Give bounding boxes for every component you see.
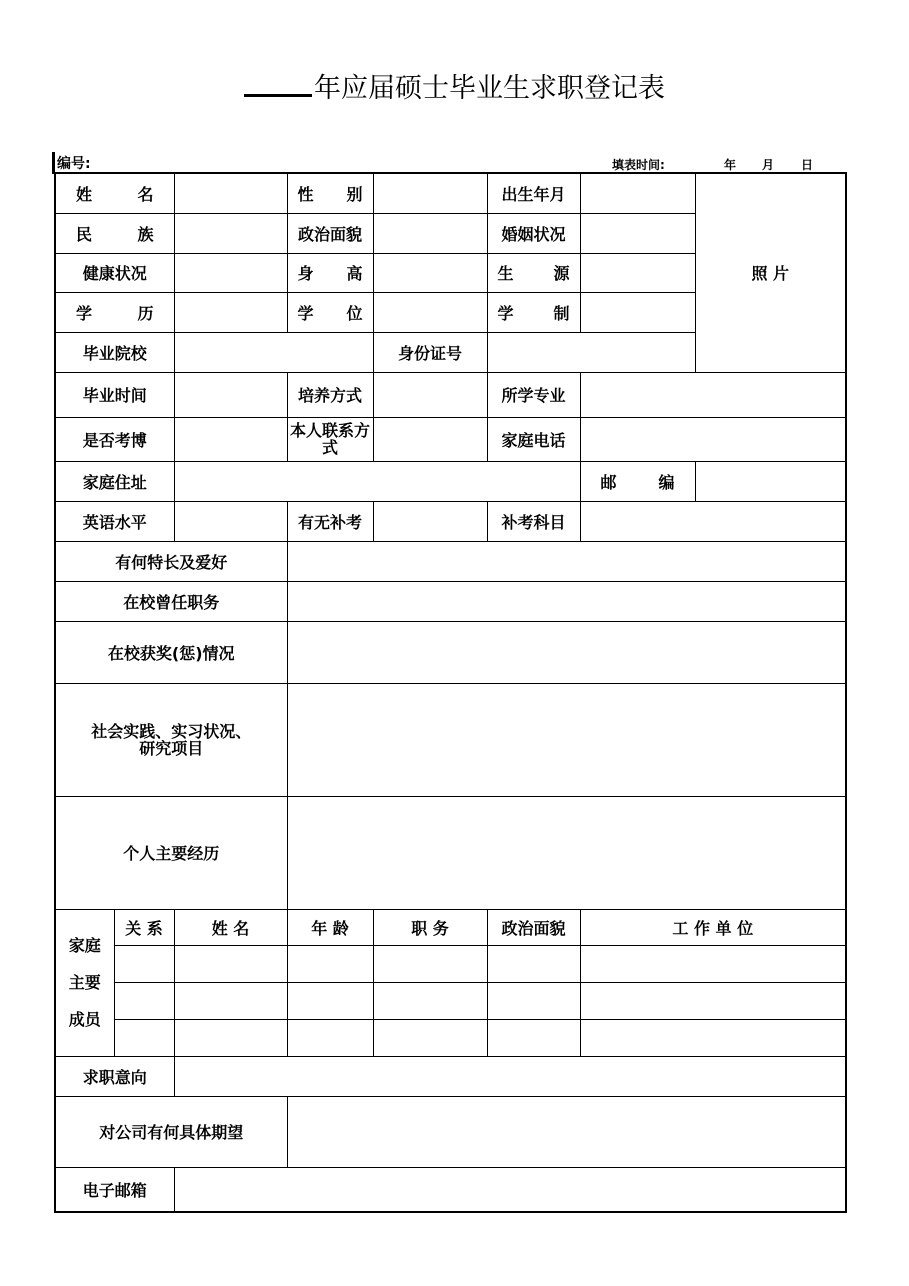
label-intention: 求职意向 bbox=[55, 1056, 174, 1096]
field-positions[interactable] bbox=[287, 581, 846, 621]
family-row bbox=[55, 982, 846, 1019]
label-home-phone: 家庭电话 bbox=[487, 417, 580, 461]
year-label: 年 bbox=[724, 158, 737, 172]
label-expectation: 对公司有何具体期望 bbox=[55, 1096, 287, 1167]
family-cell[interactable] bbox=[174, 1019, 287, 1056]
field-intention[interactable] bbox=[174, 1056, 846, 1096]
label-marriage: 婚姻状况 bbox=[487, 213, 580, 253]
form-title-text: 年应届硕士毕业生求职登记表 bbox=[314, 73, 665, 104]
label-duration: 学 制 bbox=[487, 292, 580, 332]
field-politics[interactable] bbox=[373, 213, 487, 253]
registration-form bbox=[54, 172, 847, 1213]
field-practice[interactable] bbox=[287, 683, 846, 796]
family-cell[interactable] bbox=[287, 982, 373, 1019]
label-makeup: 有无补考 bbox=[287, 501, 373, 541]
number-label: 编号: bbox=[57, 156, 91, 172]
family-row bbox=[55, 1019, 846, 1056]
fill-time-label: 填表时间: bbox=[612, 158, 665, 172]
family-cell[interactable] bbox=[487, 945, 580, 982]
label-origin: 生 源 bbox=[487, 253, 580, 292]
label-id-number: 身份证号 bbox=[373, 332, 487, 372]
field-experience[interactable] bbox=[287, 796, 846, 909]
label-health: 健康状况 bbox=[55, 253, 174, 292]
form-title bbox=[0, 70, 909, 106]
family-cell[interactable] bbox=[114, 1019, 174, 1056]
family-cell[interactable] bbox=[174, 945, 287, 982]
field-origin[interactable] bbox=[580, 253, 695, 292]
family-cell[interactable] bbox=[487, 1019, 580, 1056]
family-cell[interactable] bbox=[373, 982, 487, 1019]
family-header-employer: 工 作 单 位 bbox=[580, 909, 846, 945]
family-cell[interactable] bbox=[580, 945, 846, 982]
field-grad-time[interactable] bbox=[174, 372, 287, 417]
field-email[interactable] bbox=[174, 1167, 846, 1212]
label-english: 英语水平 bbox=[55, 501, 174, 541]
label-family: 家庭主要成员 bbox=[55, 909, 114, 1056]
family-header-name: 姓 名 bbox=[174, 909, 287, 945]
family-header-position: 职 务 bbox=[373, 909, 487, 945]
family-row bbox=[55, 945, 846, 982]
family-cell[interactable] bbox=[287, 1019, 373, 1056]
day-label: 日 bbox=[801, 158, 814, 172]
label-positions: 在校曾任职务 bbox=[55, 581, 287, 621]
field-english[interactable] bbox=[174, 501, 287, 541]
family-cell[interactable] bbox=[373, 1019, 487, 1056]
field-id-number[interactable] bbox=[487, 332, 695, 372]
field-specialty[interactable] bbox=[287, 541, 846, 581]
label-degree: 学 位 bbox=[287, 292, 373, 332]
field-gender[interactable] bbox=[373, 173, 487, 213]
family-header-age: 年 龄 bbox=[287, 909, 373, 945]
label-contact: 本人联系方式 bbox=[287, 417, 373, 461]
label-postcode: 邮 编 bbox=[580, 461, 695, 501]
family-cell[interactable] bbox=[114, 982, 174, 1019]
family-cell[interactable] bbox=[487, 982, 580, 1019]
field-major[interactable] bbox=[580, 372, 846, 417]
field-ethnicity[interactable] bbox=[174, 213, 287, 253]
field-education[interactable] bbox=[174, 292, 287, 332]
frame-edge bbox=[52, 152, 55, 174]
field-duration[interactable] bbox=[580, 292, 695, 332]
label-gender: 性 别 bbox=[287, 173, 373, 213]
label-awards: 在校获奖(惩)情况 bbox=[55, 621, 287, 683]
label-height: 身 高 bbox=[287, 253, 373, 292]
family-cell[interactable] bbox=[580, 982, 846, 1019]
label-politics: 政治面貌 bbox=[287, 213, 373, 253]
label-address: 家庭住址 bbox=[55, 461, 174, 501]
label-specialty: 有何特长及爱好 bbox=[55, 541, 287, 581]
year-blank bbox=[244, 70, 312, 97]
field-marriage[interactable] bbox=[580, 213, 695, 253]
label-school: 毕业院校 bbox=[55, 332, 174, 372]
label-makeup-subject: 补考科目 bbox=[487, 501, 580, 541]
family-cell[interactable] bbox=[114, 945, 174, 982]
label-phd: 是否考博 bbox=[55, 417, 174, 461]
label-birth: 出生年月 bbox=[487, 173, 580, 213]
photo-box[interactable]: 照 片 bbox=[695, 173, 846, 372]
field-name[interactable] bbox=[174, 173, 287, 213]
family-header-politics: 政治面貌 bbox=[487, 909, 580, 945]
label-education: 学 历 bbox=[55, 292, 174, 332]
field-postcode[interactable] bbox=[695, 461, 846, 501]
label-grad-time: 毕业时间 bbox=[55, 372, 174, 417]
field-home-phone[interactable] bbox=[580, 417, 846, 461]
field-expectation[interactable] bbox=[287, 1096, 846, 1167]
field-phd[interactable] bbox=[174, 417, 287, 461]
label-ethnicity: 民 族 bbox=[55, 213, 174, 253]
label-experience: 个人主要经历 bbox=[55, 796, 287, 909]
label-email: 电子邮箱 bbox=[55, 1167, 174, 1212]
family-cell[interactable] bbox=[174, 982, 287, 1019]
field-awards[interactable] bbox=[287, 621, 846, 683]
field-birth[interactable] bbox=[580, 173, 695, 213]
family-cell[interactable] bbox=[580, 1019, 846, 1056]
field-training[interactable] bbox=[373, 372, 487, 417]
family-header-relation: 关 系 bbox=[114, 909, 174, 945]
label-major: 所学专业 bbox=[487, 372, 580, 417]
field-health[interactable] bbox=[174, 253, 287, 292]
label-training: 培养方式 bbox=[287, 372, 373, 417]
field-height[interactable] bbox=[373, 253, 487, 292]
label-practice: 社会实践、实习状况、研究项目 bbox=[55, 683, 287, 796]
field-address[interactable] bbox=[174, 461, 580, 501]
month-label: 月 bbox=[762, 158, 775, 172]
field-contact[interactable] bbox=[373, 417, 487, 461]
family-cell[interactable] bbox=[287, 945, 373, 982]
field-makeup-subject[interactable] bbox=[580, 501, 846, 541]
field-makeup[interactable] bbox=[373, 501, 487, 541]
field-degree[interactable] bbox=[373, 292, 487, 332]
field-school[interactable] bbox=[174, 332, 373, 372]
label-name: 姓 名 bbox=[55, 173, 174, 213]
family-cell[interactable] bbox=[373, 945, 487, 982]
